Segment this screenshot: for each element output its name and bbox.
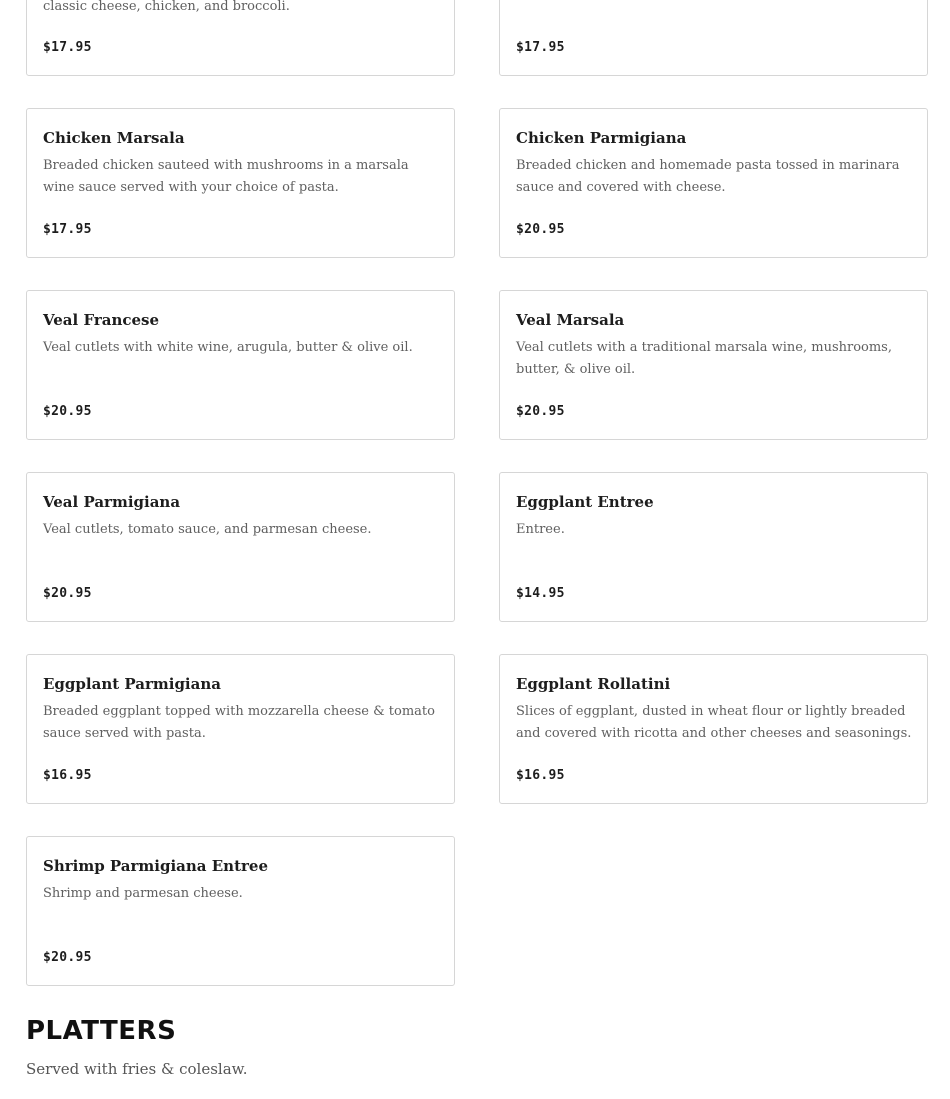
menu-item-name: Veal Parmigiana [43, 493, 181, 511]
menu-item-price: $16.95 [516, 768, 565, 783]
menu-item-price: $16.95 [43, 768, 92, 783]
menu-item-card[interactable] [26, 472, 455, 622]
menu-item-card[interactable] [26, 654, 455, 804]
menu-item-description: Breaded chicken sauteed with mushrooms in a marsala wine sauce served with your choice of pasta. [43, 158, 409, 195]
menu-item-price: $14.95 [516, 586, 565, 601]
menu-item-description: Breaded chicken and homemade pasta tossed in marinara sauce and covered with cheese. [516, 158, 900, 195]
menu-item-description: Shrimp and parmesan cheese. [43, 886, 243, 901]
section-title-platters: PLATTERS [26, 1016, 177, 1046]
menu-item-card[interactable] [26, 0, 455, 76]
menu-item-card[interactable] [499, 0, 928, 76]
menu-item-description: Entree. [516, 522, 565, 537]
menu-item-name: Eggplant Parmigiana [43, 675, 221, 693]
menu-item-name: Eggplant Rollatini [516, 675, 671, 693]
menu-item-card[interactable] [26, 836, 455, 986]
menu-item-price: $20.95 [516, 222, 565, 237]
menu-item-description: Breaded eggplant topped with mozzarella cheese & tomato sauce served with pasta. [43, 704, 435, 741]
menu-item-card[interactable] [26, 290, 455, 440]
section-description: Served with fries & coleslaw. [26, 1060, 248, 1078]
menu-item-card[interactable] [499, 290, 928, 440]
menu-item-name: Eggplant Entree [516, 493, 654, 511]
menu-item-description: Veal cutlets with white wine, arugula, butter & olive oil. [43, 340, 413, 355]
menu-item-name: Veal Francese [43, 311, 160, 329]
menu-item-card[interactable] [499, 472, 928, 622]
menu-item-description: Veal cutlets, tomato sauce, and parmesan cheese. [43, 522, 372, 537]
menu-item-price: $20.95 [516, 404, 565, 419]
menu-item-description: Veal cutlets with a traditional marsala wine, mushrooms, butter, & olive oil. [516, 340, 892, 377]
menu-item-price: $20.95 [43, 404, 92, 419]
menu-item-name: Veal Marsala [516, 311, 625, 329]
menu-item-name: Chicken Parmigiana [516, 129, 687, 147]
menu-item-price: $20.95 [43, 586, 92, 601]
menu-item-price: $17.95 [43, 40, 92, 55]
menu-item-price: $17.95 [43, 222, 92, 237]
menu-item-name: Chicken Marsala [43, 129, 185, 147]
menu-item-price: $17.95 [516, 40, 565, 55]
menu-item-description: Slices of eggplant, dusted in wheat flour or lightly breaded and covered with ricotta and other cheeses and seasonings. [516, 704, 912, 741]
menu-item-name: Shrimp Parmigiana Entree [43, 857, 268, 875]
menu-item-card[interactable] [499, 108, 928, 258]
menu-item-card[interactable] [26, 108, 455, 258]
menu-item-card[interactable] [499, 654, 928, 804]
menu-item-price: $20.95 [43, 950, 92, 965]
menu-item-description: classic cheese, chicken, and broccoli. [43, 0, 290, 14]
